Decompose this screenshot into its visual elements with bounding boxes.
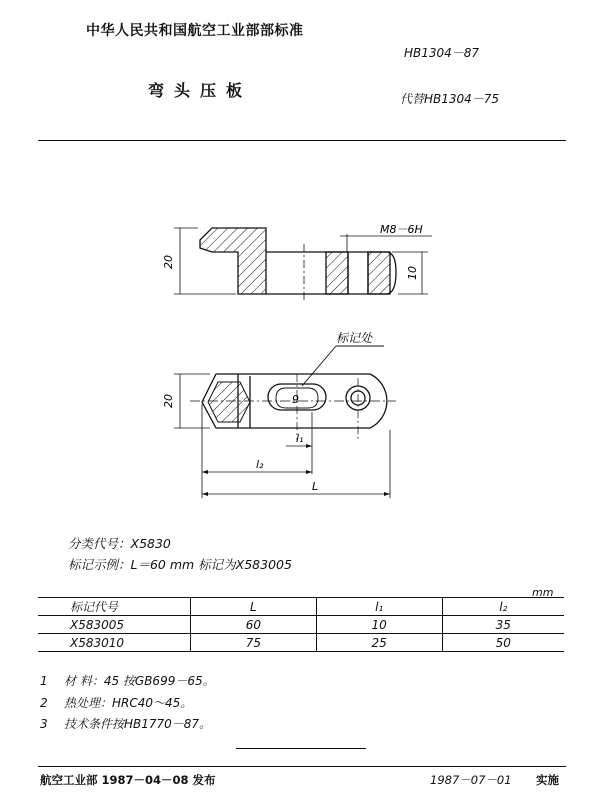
table-header: L — [191, 598, 317, 616]
table-cell: 60 — [191, 616, 317, 634]
note-item: 1 材 料：45 按GB699－65。 — [40, 674, 215, 688]
table-cell: 25 — [316, 634, 442, 652]
spec-table — [38, 597, 564, 652]
dim-plan-height: 20 — [162, 394, 175, 408]
issuing-organization: 中华人民共和国航空工业部部标准 — [86, 23, 304, 39]
dim-l1: l₁ — [296, 432, 304, 445]
table-header: l₂ — [442, 598, 564, 616]
table-header: 标记代号 — [38, 598, 191, 616]
marking-example: 标记示例：L＝60 mm 标记为X583005 — [68, 557, 292, 572]
standard-code: HB1304－87 — [404, 46, 480, 60]
plan-view — [190, 374, 396, 442]
dim-L: L — [312, 480, 319, 493]
slot-width: 9 — [292, 393, 299, 406]
replaces-standard: 代替HB1304－75 — [400, 92, 500, 106]
thread-spec: M8－6H — [380, 223, 423, 236]
table-row — [38, 634, 564, 652]
effective-date: 1987－07－01 — [430, 773, 512, 787]
dim-l2: l₂ — [256, 458, 264, 471]
table-cell: X583010 — [38, 634, 191, 652]
table-cell: 10 — [316, 616, 442, 634]
marking-location-label: 标记处 — [336, 331, 373, 345]
table-cell: 50 — [442, 634, 564, 652]
table-header-row — [38, 598, 564, 616]
issued-info: 航空工业部 1987－04－08 发布 — [40, 773, 216, 787]
front-section-view — [200, 228, 396, 300]
document-title: 弯头压板 — [148, 81, 253, 100]
dim-top-height: 20 — [162, 255, 175, 269]
end-rule — [236, 748, 366, 749]
table-unit: mm — [532, 586, 554, 599]
table-row — [38, 616, 564, 634]
table-cell: 75 — [191, 634, 317, 652]
dim-bottom-thickness: 10 — [406, 266, 419, 280]
note-item: 2 热处理：HRC40～45。 — [40, 696, 193, 710]
note-item: 3 技术条件按HB1770－87。 — [40, 717, 212, 731]
table-cell: 35 — [442, 616, 564, 634]
effective-label: 实施 — [536, 773, 559, 787]
table-header: l₁ — [316, 598, 442, 616]
table-cell: X583005 — [38, 616, 191, 634]
footer-rule — [38, 766, 566, 767]
classification-code: 分类代号：X5830 — [68, 536, 171, 551]
